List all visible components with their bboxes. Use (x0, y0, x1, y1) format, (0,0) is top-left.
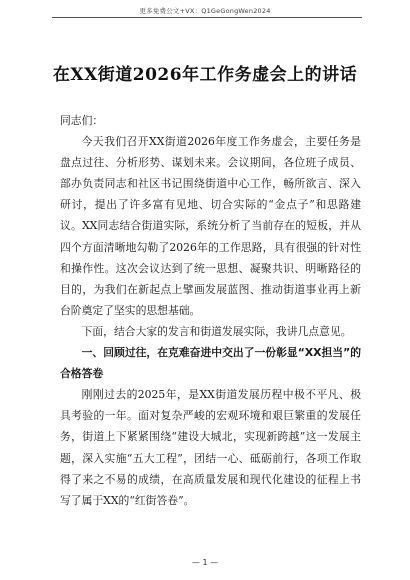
paragraph-section-1: 刚刚过去的2025年，是XX街道发展历程中极不平凡、极具考验的一年。面对复杂严峻的宏观环境和艰巨繁重的发展任务，街道上下紧紧围绕“建设大城北，实现新跨越”这一发展主题，深入实施“五大工程”，团结一心、砥砺前行，各项工作取得了来之不易的成绩，在高质量发展和现代化建设的征程上书写了属于XX的“红街答卷”。 (60, 388, 361, 507)
page-number: — 1 — (191, 558, 219, 567)
section-heading: 一、回顾过往，在克难奋进中交出了一份彰显“XX担当”的合格答卷 (60, 346, 361, 381)
paragraph-transition: 下面，结合大家的发言和街道发展实际，我讲几点意见。 (81, 324, 352, 338)
header-note: 更多免费公文+VX：Q1GeGongWen2024 (139, 7, 271, 15)
document-title: 在XX街道2026年工作务虚会上的讲话 (52, 65, 358, 85)
paragraph-opening: 今天我们召开XX街道2026年度工作务虚会，主要任务是盘点过往、分析形势、谋划未来。会议期间，各位班子成员、部办负责同志和社区书记围绕街道中心工作，畅所欲言、深入研讨，提出了许多富有见地、切合实际的“金点子”和思路建议。XX同志结合街道实际，系统分析了当前存在的短板，并从四个方面清晰地勾勒了2026年的工作思路，具有很强的针对性和操作性。这次会议达到了统一思想、凝聚共识、明晰路径的目的，为我们在新起点上擘画发展蓝图、推动街道事业再上新台阶奠定了坚实的思想基础。 (60, 135, 361, 317)
header-divider (52, 17, 362, 18)
salutation: 同志们： (60, 114, 104, 127)
document-body (60, 110, 361, 511)
